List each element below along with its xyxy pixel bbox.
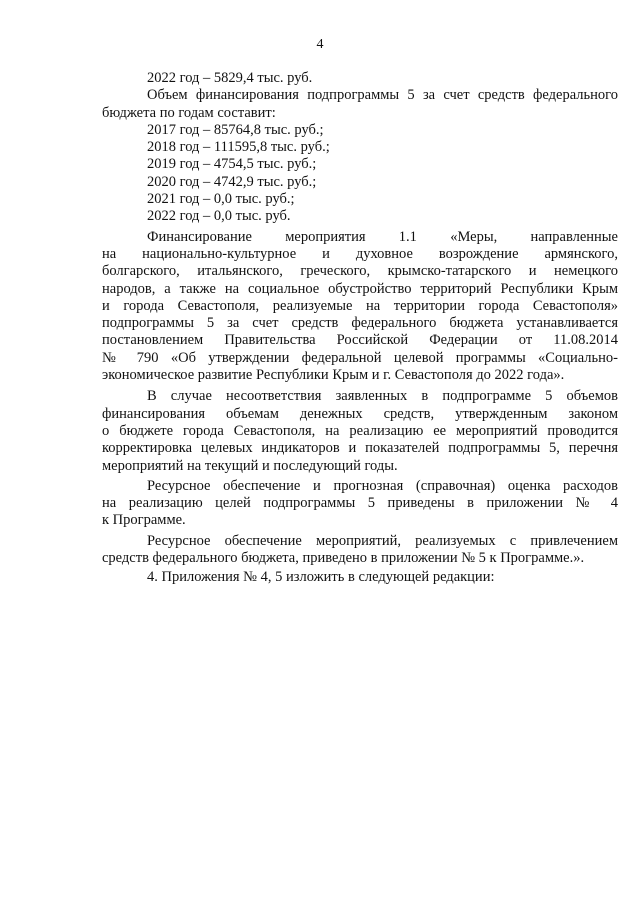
text-line: болгарского, итальянского, греческого, крымско-татарского и немецкого <box>102 263 618 280</box>
text-line: 2017 год – 85764,8 тыс. руб.; <box>147 121 324 138</box>
text-line: 2021 год – 0,0 тыс. руб.; <box>147 191 295 208</box>
text-line: 2022 год – 5829,4 тыс. руб. <box>147 70 313 86</box>
text-line: 2022 год – 0,0 тыс. руб. <box>147 208 291 225</box>
text-line: на реализацию целей подпрограммы 5 приведены в приложении № 4 <box>102 495 618 512</box>
text-line: постановлением Правительства Российской Федерации от 11.08.2014 <box>102 332 618 349</box>
text-line: 2020 год – 4742,9 тыс. руб.; <box>147 173 317 190</box>
text-line: финансирования объемам денежных средств, утвержденным законом <box>102 405 618 422</box>
text-line: Объем финансирования подпрограммы 5 за счет средств федерального <box>147 87 618 104</box>
text-line: о бюджете города Севастополя, на реализацию ее мероприятий проводится <box>102 422 618 439</box>
text-line: и города Севастополя, реализуемые на территории города Севастополя» <box>102 297 618 314</box>
page-number: 4 <box>316 37 324 52</box>
text-line: средств федерального бюджета, приведено в приложении № 5 к Программе.». <box>102 550 585 567</box>
text-line: Финансирование мероприятия 1.1 «Меры, направленные <box>147 228 618 245</box>
text-line: № 790 «Об утверждении федеральной целевой программы «Социально- <box>102 349 618 366</box>
body-text <box>102 70 618 587</box>
text-line: народов, а также на социальное обустройство территорий Республики Крым <box>102 280 618 297</box>
text-line: В случае несоответствия заявленных в подпрограмме 5 объемов <box>147 388 618 405</box>
text-line: подпрограммы 5 за счет средств федерального бюджета устанавливается <box>102 315 618 332</box>
text-line: мероприятий на текущий и последующий годы. <box>102 457 398 474</box>
text-line: на национально-культурное и духовное возрождение армянского, <box>102 245 618 262</box>
text-line: 4. Приложения № 4, 5 изложить в следующей редакции: <box>147 569 495 586</box>
text-line: 2019 год – 4754,5 тыс. руб.; <box>147 156 317 173</box>
text-line: Ресурсное обеспечение мероприятий, реализуемых с привлечением <box>147 532 618 549</box>
text-line: Ресурсное обеспечение и прогнозная (справочная) оценка расходов <box>147 477 618 494</box>
text-line: к Программе. <box>102 512 186 529</box>
text-line: 2018 год – 111595,8 тыс. руб.; <box>147 139 330 156</box>
text-line: экономическое развитие Республики Крым и г. Севастополя до 2022 года». <box>102 367 565 384</box>
text-line: корректировка целевых индикаторов и показателей подпрограммы 5, перечня <box>102 440 618 457</box>
text-line: бюджета по годам составит: <box>102 104 276 121</box>
